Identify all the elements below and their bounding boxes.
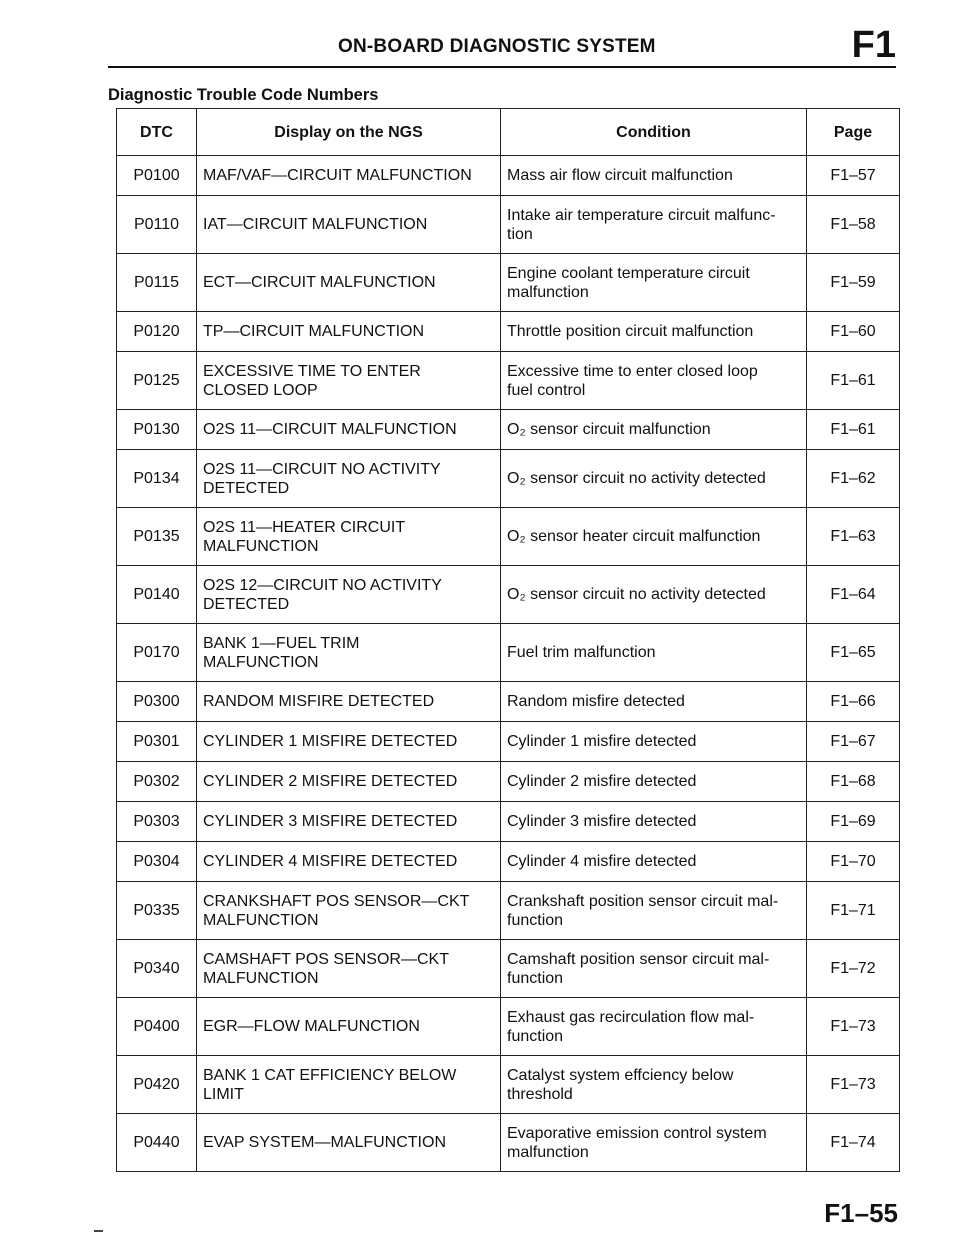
condition-cell: Excessive time to enter closed loop fuel control bbox=[501, 352, 807, 410]
dtc-cell: P0300 bbox=[117, 682, 197, 722]
table-row bbox=[117, 312, 900, 352]
condition-cell: Cylinder 2 misfire detected bbox=[501, 762, 807, 802]
dtc-cell: P0420 bbox=[117, 1056, 197, 1114]
page-cell: F1–61 bbox=[807, 352, 900, 410]
dtc-table bbox=[116, 108, 900, 1172]
dtc-table-container bbox=[116, 108, 899, 1172]
table-row bbox=[117, 450, 900, 508]
display-cell: TP—CIRCUIT MALFUNCTION bbox=[197, 312, 501, 352]
display-cell: BANK 1 CAT EFFICIENCY BELOW LIMIT bbox=[197, 1056, 501, 1114]
dtc-cell: P0134 bbox=[117, 450, 197, 508]
condition-cell: Cylinder 1 misfire detected bbox=[501, 722, 807, 762]
display-cell: CYLINDER 4 MISFIRE DETECTED bbox=[197, 842, 501, 882]
display-cell: O2S 11—HEATER CIRCUIT MALFUNCTION bbox=[197, 508, 501, 566]
page-header bbox=[108, 24, 896, 68]
table-row bbox=[117, 940, 900, 998]
page-cell: F1–74 bbox=[807, 1114, 900, 1172]
dtc-table-body bbox=[117, 156, 900, 1172]
dtc-cell: P0125 bbox=[117, 352, 197, 410]
page-cell: F1–70 bbox=[807, 842, 900, 882]
condition-cell: Evaporative emission control system malfunction bbox=[501, 1114, 807, 1172]
condition-cell: O₂ sensor heater circuit malfunction bbox=[501, 508, 807, 566]
dtc-cell: P0340 bbox=[117, 940, 197, 998]
dtc-cell: P0440 bbox=[117, 1114, 197, 1172]
page-cell: F1–69 bbox=[807, 802, 900, 842]
table-row bbox=[117, 998, 900, 1056]
column-header-display: Display on the NGS bbox=[197, 109, 501, 156]
dtc-cell: P0335 bbox=[117, 882, 197, 940]
display-cell: IAT—CIRCUIT MALFUNCTION bbox=[197, 196, 501, 254]
dtc-cell: P0135 bbox=[117, 508, 197, 566]
page-number: F1–55 bbox=[824, 1198, 898, 1228]
page-cell: F1–60 bbox=[807, 312, 900, 352]
condition-cell: Crankshaft position sensor circuit mal- function bbox=[501, 882, 807, 940]
table-row bbox=[117, 624, 900, 682]
margin-mark bbox=[94, 1230, 103, 1232]
dtc-cell: P0140 bbox=[117, 566, 197, 624]
condition-cell: Camshaft position sensor circuit mal- function bbox=[501, 940, 807, 998]
display-cell: BANK 1—FUEL TRIM MALFUNCTION bbox=[197, 624, 501, 682]
table-row bbox=[117, 682, 900, 722]
page-cell: F1–71 bbox=[807, 882, 900, 940]
condition-cell: O₂ sensor circuit no activity detected bbox=[501, 566, 807, 624]
page-cell: F1–59 bbox=[807, 254, 900, 312]
page-cell: F1–62 bbox=[807, 450, 900, 508]
page-cell: F1–58 bbox=[807, 196, 900, 254]
condition-cell: Random misfire detected bbox=[501, 682, 807, 722]
column-header-page: Page bbox=[807, 109, 900, 156]
dtc-cell: P0303 bbox=[117, 802, 197, 842]
page-cell: F1–73 bbox=[807, 1056, 900, 1114]
table-caption: Diagnostic Trouble Code Numbers bbox=[108, 86, 379, 104]
page-cell: F1–67 bbox=[807, 722, 900, 762]
table-row bbox=[117, 802, 900, 842]
table-row bbox=[117, 722, 900, 762]
table-row bbox=[117, 410, 900, 450]
column-header-condition: Condition bbox=[501, 109, 807, 156]
display-cell: ECT—CIRCUIT MALFUNCTION bbox=[197, 254, 501, 312]
dtc-cell: P0120 bbox=[117, 312, 197, 352]
page-cell: F1–72 bbox=[807, 940, 900, 998]
table-row bbox=[117, 882, 900, 940]
dtc-cell: P0110 bbox=[117, 196, 197, 254]
dtc-cell: P0302 bbox=[117, 762, 197, 802]
condition-cell: Intake air temperature circuit malfunc- tion bbox=[501, 196, 807, 254]
page-cell: F1–57 bbox=[807, 156, 900, 196]
display-cell: CAMSHAFT POS SENSOR—CKT MALFUNCTION bbox=[197, 940, 501, 998]
dtc-cell: P0400 bbox=[117, 998, 197, 1056]
display-cell: O2S 11—CIRCUIT NO ACTIVITY DETECTED bbox=[197, 450, 501, 508]
display-cell: MAF/VAF—CIRCUIT MALFUNCTION bbox=[197, 156, 501, 196]
column-header-dtc: DTC bbox=[117, 109, 197, 156]
section-code: F1 bbox=[851, 24, 896, 66]
table-header-row bbox=[117, 109, 900, 156]
table-row bbox=[117, 762, 900, 802]
page-title: ON-BOARD DIAGNOSTIC SYSTEM bbox=[338, 36, 656, 57]
dtc-cell: P0130 bbox=[117, 410, 197, 450]
display-cell: RANDOM MISFIRE DETECTED bbox=[197, 682, 501, 722]
table-row bbox=[117, 156, 900, 196]
table-row bbox=[117, 842, 900, 882]
display-cell: CYLINDER 1 MISFIRE DETECTED bbox=[197, 722, 501, 762]
display-cell: CRANKSHAFT POS SENSOR—CKT MALFUNCTION bbox=[197, 882, 501, 940]
table-row bbox=[117, 508, 900, 566]
display-cell: CYLINDER 2 MISFIRE DETECTED bbox=[197, 762, 501, 802]
page-cell: F1–64 bbox=[807, 566, 900, 624]
condition-cell: O₂ sensor circuit no activity detected bbox=[501, 450, 807, 508]
condition-cell: O₂ sensor circuit malfunction bbox=[501, 410, 807, 450]
condition-cell: Fuel trim malfunction bbox=[501, 624, 807, 682]
dtc-cell: P0115 bbox=[117, 254, 197, 312]
display-cell: O2S 12—CIRCUIT NO ACTIVITY DETECTED bbox=[197, 566, 501, 624]
table-row bbox=[117, 254, 900, 312]
condition-cell: Throttle position circuit malfunction bbox=[501, 312, 807, 352]
page-cell: F1–73 bbox=[807, 998, 900, 1056]
condition-cell: Mass air flow circuit malfunction bbox=[501, 156, 807, 196]
display-cell: EGR—FLOW MALFUNCTION bbox=[197, 998, 501, 1056]
dtc-cell: P0304 bbox=[117, 842, 197, 882]
condition-cell: Engine coolant temperature circuit malfunction bbox=[501, 254, 807, 312]
condition-cell: Catalyst system effciency below threshold bbox=[501, 1056, 807, 1114]
condition-cell: Cylinder 3 misfire detected bbox=[501, 802, 807, 842]
page-cell: F1–66 bbox=[807, 682, 900, 722]
dtc-cell: P0100 bbox=[117, 156, 197, 196]
table-row bbox=[117, 1114, 900, 1172]
condition-cell: Cylinder 4 misfire detected bbox=[501, 842, 807, 882]
page-cell: F1–65 bbox=[807, 624, 900, 682]
page-cell: F1–63 bbox=[807, 508, 900, 566]
table-row bbox=[117, 566, 900, 624]
page-cell: F1–61 bbox=[807, 410, 900, 450]
table-row bbox=[117, 1056, 900, 1114]
display-cell: CYLINDER 3 MISFIRE DETECTED bbox=[197, 802, 501, 842]
table-row bbox=[117, 196, 900, 254]
table-row bbox=[117, 352, 900, 410]
dtc-cell: P0170 bbox=[117, 624, 197, 682]
display-cell: EVAP SYSTEM—MALFUNCTION bbox=[197, 1114, 501, 1172]
dtc-cell: P0301 bbox=[117, 722, 197, 762]
display-cell: EXCESSIVE TIME TO ENTER CLOSED LOOP bbox=[197, 352, 501, 410]
display-cell: O2S 11—CIRCUIT MALFUNCTION bbox=[197, 410, 501, 450]
page-cell: F1–68 bbox=[807, 762, 900, 802]
condition-cell: Exhaust gas recirculation flow mal- function bbox=[501, 998, 807, 1056]
